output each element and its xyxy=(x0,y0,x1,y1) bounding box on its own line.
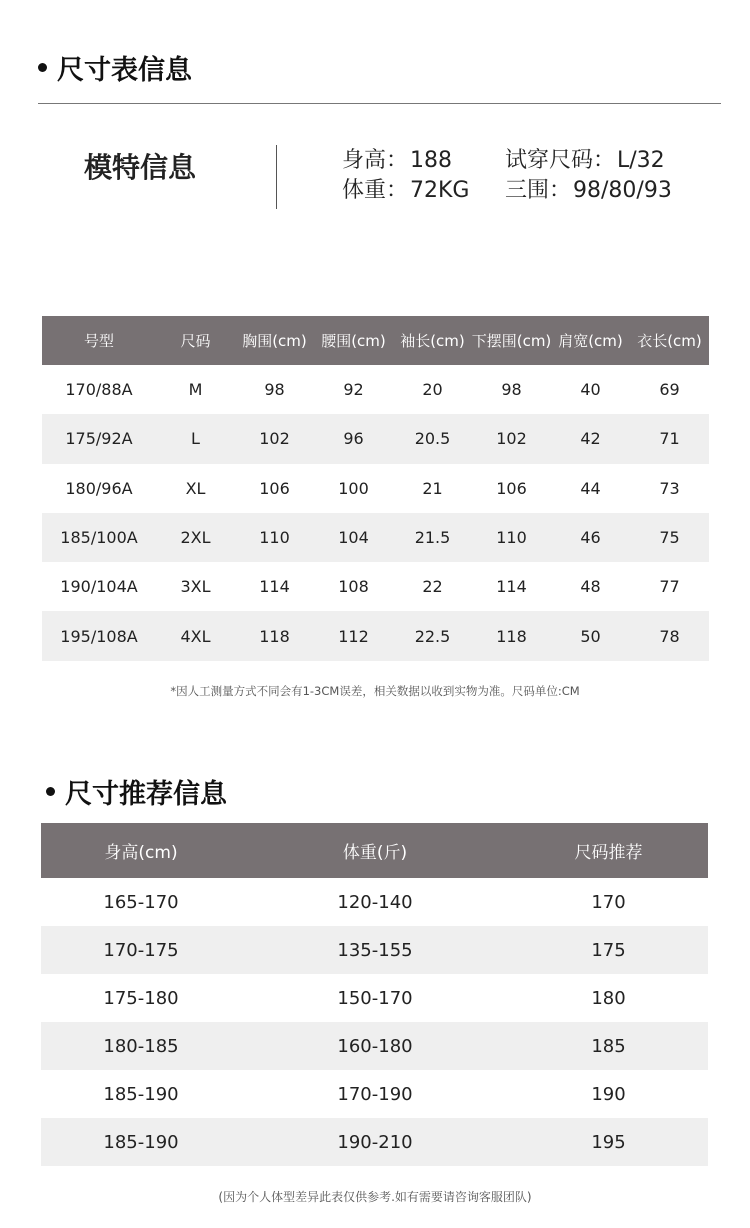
table-cell: 180/96A xyxy=(65,478,133,498)
table-cell: 185-190 xyxy=(103,1131,179,1153)
table-row xyxy=(42,562,709,611)
model-info-label: 模特信息 xyxy=(84,151,197,184)
table-cell: 104 xyxy=(338,528,369,548)
table-cell: 77 xyxy=(659,577,680,597)
model-weight-key: 体重： xyxy=(342,178,409,203)
table-cell: 190 xyxy=(591,1083,626,1105)
table-cell: 40 xyxy=(580,380,601,400)
table-cell: 150-170 xyxy=(337,987,413,1009)
table-cell: 22 xyxy=(422,577,443,597)
model-weight-value: 72KG xyxy=(410,178,470,203)
table-cell: 118 xyxy=(259,626,290,646)
size-table xyxy=(42,316,709,661)
recommendation-table-header xyxy=(41,823,708,878)
table-cell: 96 xyxy=(343,429,364,449)
table-cell: 78 xyxy=(659,626,680,646)
table-row xyxy=(42,611,709,660)
model-measurements-value: 98/80/93 xyxy=(573,178,672,203)
table-cell: 98 xyxy=(501,380,522,400)
table-cell: 114 xyxy=(259,577,290,597)
table-cell: 21.5 xyxy=(414,528,451,548)
header-cell: 衣长(cm) xyxy=(637,332,702,350)
table-cell: 170/88A xyxy=(65,380,133,400)
table-cell: 92 xyxy=(343,380,364,400)
table-cell: 190/104A xyxy=(60,577,138,597)
model-measurements xyxy=(505,173,672,204)
table-row xyxy=(41,1022,708,1070)
header-cell: 尺码 xyxy=(180,332,211,350)
bullet-icon xyxy=(38,63,47,72)
table-cell: 114 xyxy=(496,577,527,597)
header-cell: 腰围(cm) xyxy=(321,332,386,350)
header-cell: 身高(cm) xyxy=(104,843,178,863)
table-cell: 21 xyxy=(422,478,443,498)
model-height-value: 188 xyxy=(410,148,453,173)
table-cell: 50 xyxy=(580,626,601,646)
table-cell: 46 xyxy=(580,528,601,548)
table-cell: 106 xyxy=(259,478,290,498)
model-height-key: 身高： xyxy=(342,148,409,173)
table-cell: 120-140 xyxy=(337,891,413,913)
table-cell: 42 xyxy=(580,429,601,449)
table-cell: 75 xyxy=(659,528,680,548)
table-cell: 180 xyxy=(591,987,626,1009)
table-cell: 108 xyxy=(338,577,369,597)
table-cell: 100 xyxy=(338,478,369,498)
table-cell: 73 xyxy=(659,478,680,498)
table-cell: 71 xyxy=(659,429,680,449)
size-chart-title-text: 尺寸表信息 xyxy=(57,55,192,86)
table-cell: 98 xyxy=(264,380,285,400)
table-cell: 175 xyxy=(591,939,626,961)
table-cell: 170-190 xyxy=(337,1083,413,1105)
section-divider xyxy=(38,103,721,104)
table-cell: 106 xyxy=(496,478,527,498)
model-trial-size-key: 试穿尺码： xyxy=(505,148,616,173)
table-cell: 102 xyxy=(259,429,290,449)
model-trial-size-value: L/32 xyxy=(617,148,665,173)
model-weight xyxy=(342,173,469,204)
table-cell: 190-210 xyxy=(337,1131,413,1153)
size-table-header xyxy=(42,316,709,365)
table-cell: 175-180 xyxy=(103,987,179,1009)
table-row xyxy=(41,1070,708,1118)
table-row xyxy=(41,926,708,974)
table-cell: 110 xyxy=(259,528,290,548)
table-cell: 195/108A xyxy=(60,626,138,646)
table-cell: XL xyxy=(185,478,206,498)
table-cell: 4XL xyxy=(180,626,211,646)
table-cell: 110 xyxy=(496,528,527,548)
table-cell: 69 xyxy=(659,380,680,400)
table-row xyxy=(42,414,709,463)
table-cell: 185-190 xyxy=(103,1083,179,1105)
table-cell: 175/92A xyxy=(65,429,133,449)
header-cell: 肩宽(cm) xyxy=(558,332,623,350)
table-cell: 2XL xyxy=(180,528,211,548)
table-cell: 102 xyxy=(496,429,527,449)
table-cell: 185 xyxy=(591,1035,626,1057)
recommendation-table-note: (因为个人体型差异此表仅供参考.如有需要请咨询客服团队) xyxy=(218,1190,532,1204)
table-cell: 160-180 xyxy=(337,1035,413,1057)
size-chart-section-title xyxy=(38,48,192,87)
header-cell: 下摆围(cm) xyxy=(472,332,551,350)
header-cell: 袖长(cm) xyxy=(400,332,465,350)
size-table-note: *因人工测量方式不同会有1-3CM误差，相关数据以收到实物为准。尺码单位:CM xyxy=(170,684,580,698)
table-cell: 185/100A xyxy=(60,528,138,548)
table-cell: 165-170 xyxy=(103,891,179,913)
table-row xyxy=(42,464,709,513)
table-cell: 112 xyxy=(338,626,369,646)
table-row xyxy=(41,878,708,926)
table-cell: 20 xyxy=(422,380,443,400)
table-cell: 20.5 xyxy=(414,429,451,449)
table-row xyxy=(42,513,709,562)
table-cell: 180-185 xyxy=(103,1035,179,1057)
header-cell: 体重(斤) xyxy=(342,843,408,863)
recommendation-table xyxy=(41,823,708,1166)
table-cell: 22.5 xyxy=(414,626,451,646)
table-cell: 170 xyxy=(591,891,626,913)
table-row xyxy=(41,1118,708,1166)
bullet-icon xyxy=(46,787,55,796)
table-cell: 48 xyxy=(580,577,601,597)
model-height xyxy=(342,143,452,174)
table-row xyxy=(41,974,708,1022)
table-cell: M xyxy=(188,380,203,400)
header-cell: 尺码推荐 xyxy=(574,843,643,863)
table-cell: 170-175 xyxy=(103,939,179,961)
size-recommendation-section-title xyxy=(46,772,227,811)
model-info-divider xyxy=(276,145,277,209)
header-cell: 胸围(cm) xyxy=(242,332,307,350)
table-row xyxy=(42,365,709,414)
table-cell: 44 xyxy=(580,478,601,498)
header-cell: 号型 xyxy=(83,332,114,350)
model-measurements-key: 三围： xyxy=(505,178,572,203)
size-recommendation-title-text: 尺寸推荐信息 xyxy=(65,779,227,810)
table-cell: 135-155 xyxy=(337,939,413,961)
model-trial-size xyxy=(505,143,665,174)
table-cell: 195 xyxy=(591,1131,626,1153)
table-cell: 118 xyxy=(496,626,527,646)
table-cell: L xyxy=(191,429,200,449)
table-cell: 3XL xyxy=(180,577,211,597)
